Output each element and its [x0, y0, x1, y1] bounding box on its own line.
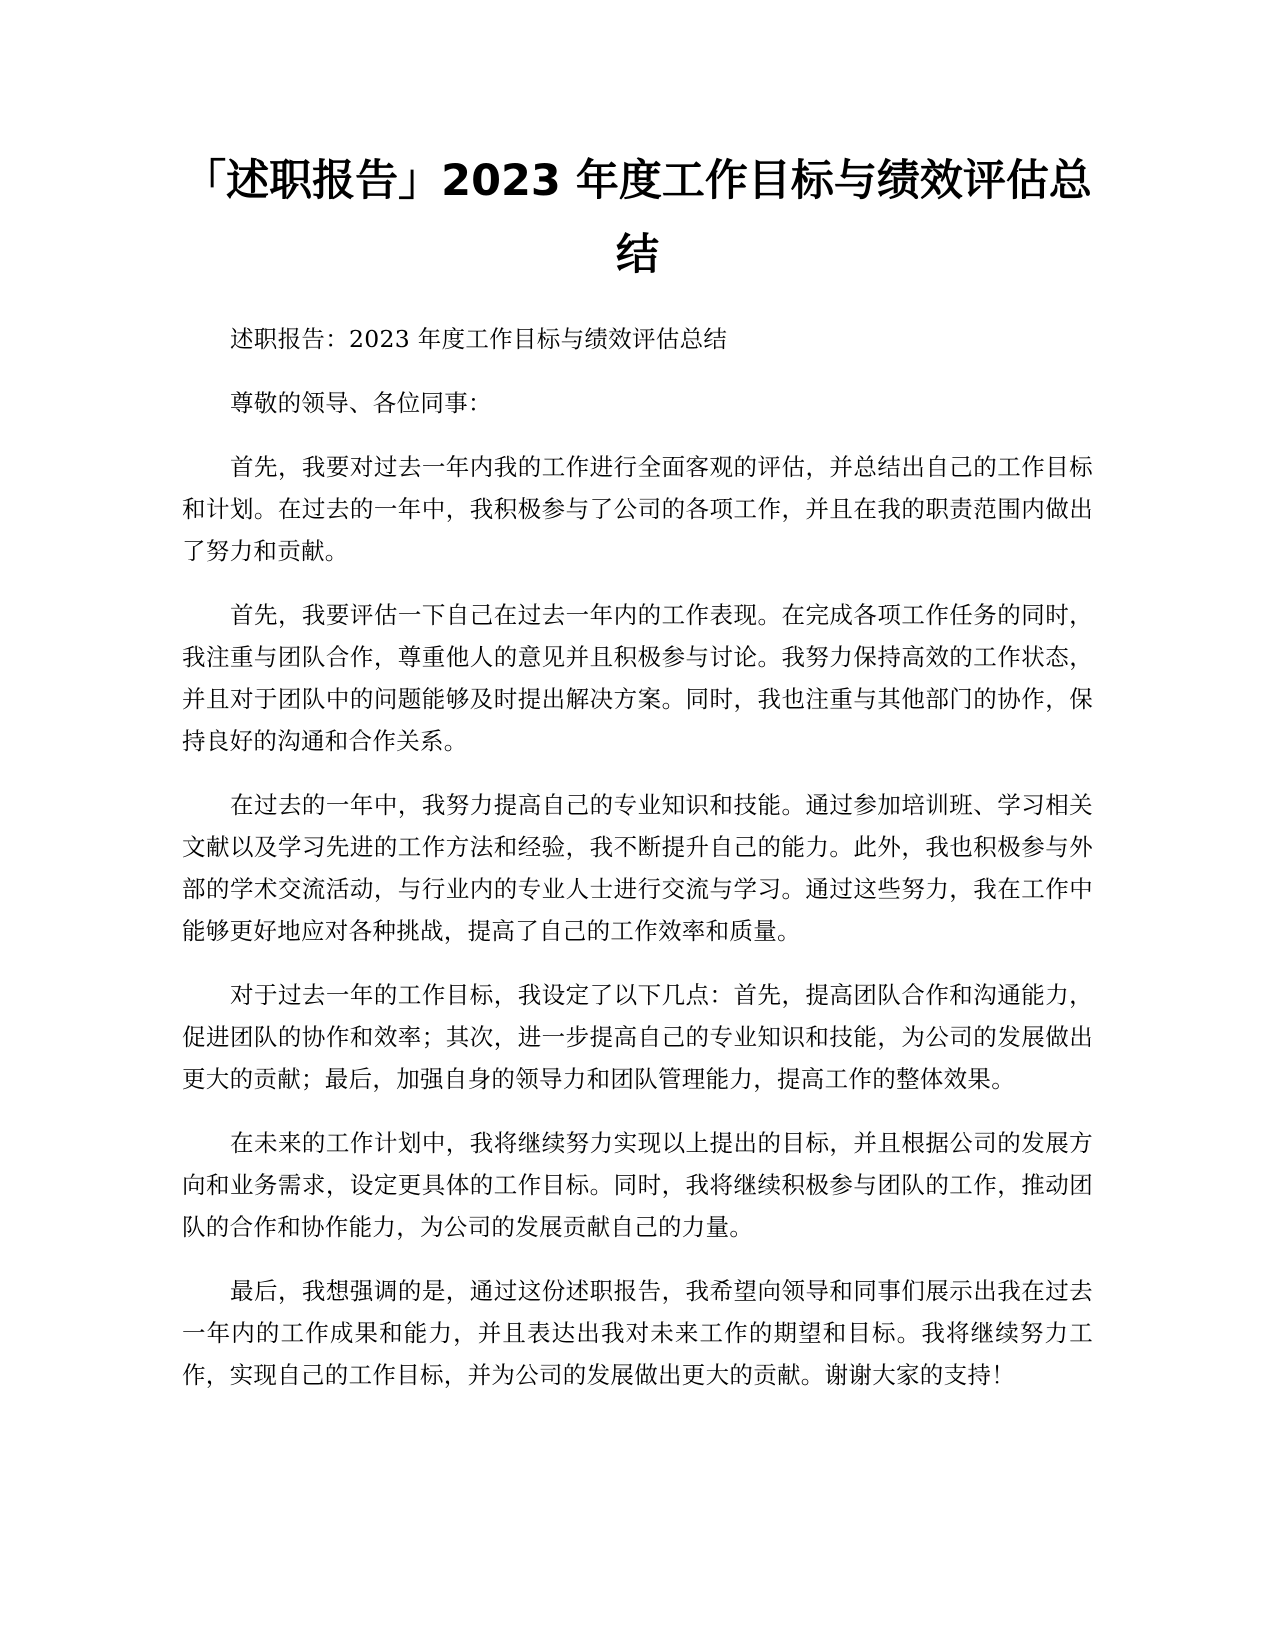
paragraph-closing: 最后，我想强调的是，通过这份述职报告，我希望向领导和同事们展示出我在过去一年内的工作成果和能力，并且表达出我对未来工作的期望和目标。我将继续努力工作，实现自己的工作目标，并为公司的发展做出更大的贡献。谢谢大家的支持！	[182, 1277, 1093, 1389]
document-title: 「述职报告」2023 年度工作目标与绩效评估总结	[183, 156, 1092, 280]
paragraph: 首先，我要评估一下自己在过去一年内的工作表现。在完成各项工作任务的同时，我注重与团队合作，尊重他人的意见并且积极参与讨论。我努力保持高效的工作状态，并且对于团队中的问题能够及时提出解决方案。同时，我也注重与其他部门的协作，保持良好的沟通和合作关系。	[182, 601, 1093, 755]
paragraph: 首先，我要对过去一年内我的工作进行全面客观的评估，并总结出自己的工作目标和计划。在过去的一年中，我积极参与了公司的各项工作，并且在我的职责范围内做出了努力和贡献。	[182, 453, 1093, 565]
document-body	[182, 318, 1093, 1418]
paragraph-heading-line: 述职报告：2023 年度工作目标与绩效评估总结	[230, 325, 728, 353]
paragraph: 在过去的一年中，我努力提高自己的专业知识和技能。通过参加培训班、学习相关文献以及学习先进的工作方法和经验，我不断提升自己的能力。此外，我也积极参与外部的学术交流活动，与行业内的专业人士进行交流与学习。通过这些努力，我在工作中能够更好地应对各种挑战，提高了自己的工作效率和质量。	[182, 791, 1093, 945]
paragraph: 在未来的工作计划中，我将继续努力实现以上提出的目标，并且根据公司的发展方向和业务需求，设定更具体的工作目标。同时，我将继续积极参与团队的工作，推动团队的合作和协作能力，为公司的发展贡献自己的力量。	[182, 1129, 1093, 1241]
paragraph-salutation: 尊敬的领导、各位同事：	[230, 389, 492, 417]
paragraph: 对于过去一年的工作目标，我设定了以下几点：首先，提高团队合作和沟通能力，促进团队的协作和效率；其次，进一步提高自己的专业知识和技能，为公司的发展做出更大的贡献；最后，加强自身的领导力和团队管理能力，提高工作的整体效果。	[182, 981, 1093, 1093]
